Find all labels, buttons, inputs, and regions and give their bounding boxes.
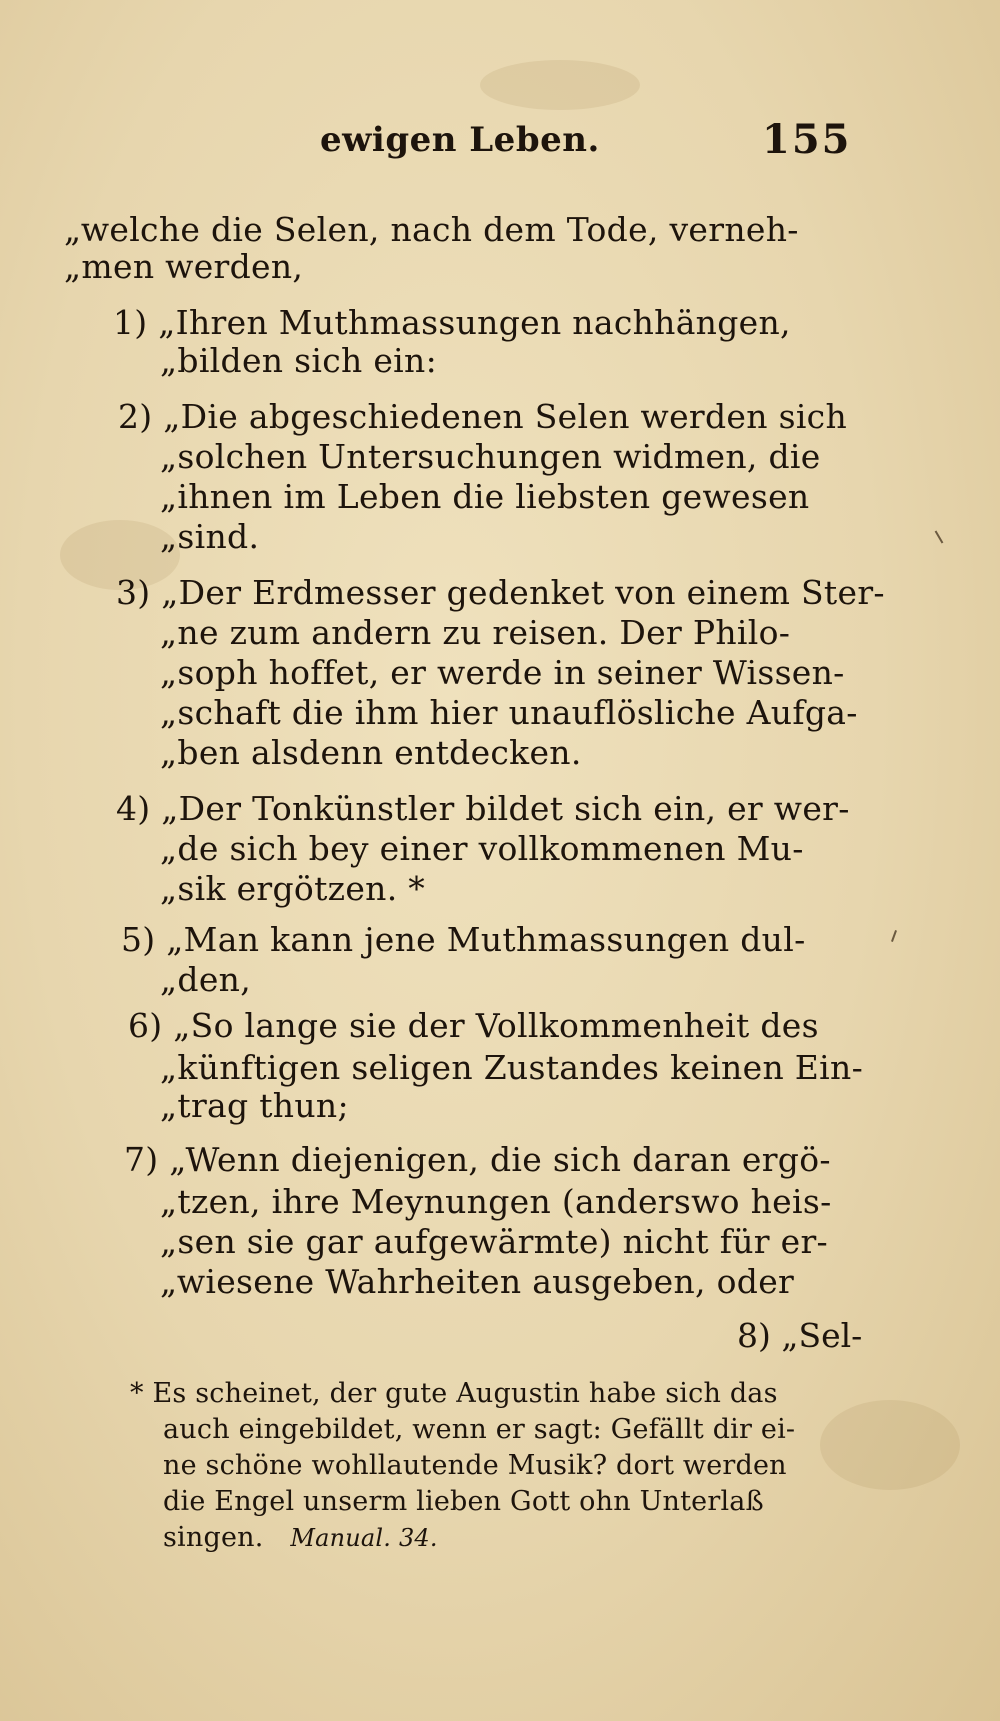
text-line: „wiesene Wahrheiten ausgeben, oder xyxy=(160,1262,795,1301)
footnote-line: ne schöne wohllautende Musik? dort werden xyxy=(163,1450,787,1481)
list-item-1: 1) „Ihren Muthmassungen nachhängen, xyxy=(113,303,791,342)
catchword: 8) „Sel- xyxy=(737,1316,863,1355)
footnote-line: die Engel unserm lieben Gott ohn Unterlaß xyxy=(163,1486,764,1517)
text-line: „künftigen seligen Zustandes keinen Ein- xyxy=(160,1048,864,1087)
text-line: „welche die Selen, nach dem Tode, verneh- xyxy=(64,210,799,249)
list-item-6: 6) „So lange sie der Vollkommenheit des xyxy=(128,1006,819,1045)
footnote-reference: Manual. 34. xyxy=(290,1524,438,1552)
text-line: „ihnen im Leben die liebsten gewesen xyxy=(160,477,810,516)
text-line: „solchen Untersuchungen widmen, die xyxy=(160,437,821,476)
footnote-last-line xyxy=(163,1522,438,1554)
list-item-5: 5) „Man kann jene Muthmassungen dul- xyxy=(121,920,806,959)
footnote-text: singen. xyxy=(163,1522,264,1553)
footnote-line: auch eingebildet, wenn er sagt: Gefällt dir ei- xyxy=(163,1414,796,1445)
text-line: „sen sie gar aufgewärmte) nicht für er- xyxy=(160,1222,828,1261)
text-line: „ben alsdenn entdecken. xyxy=(160,733,582,772)
footnote-line: * Es scheinet, der gute Augustin habe sich das xyxy=(130,1378,778,1409)
list-item-2: 2) „Die abgeschiedenen Selen werden sich xyxy=(118,397,848,436)
paper-stain xyxy=(820,1400,960,1490)
text-line: „ne zum andern zu reisen. Der Philo- xyxy=(160,613,791,652)
text-line: „sind. xyxy=(160,517,260,556)
text-line: „trag thun; xyxy=(160,1086,349,1125)
running-head: ewigen Leben. xyxy=(320,120,600,160)
text-line: „sik ergötzen. * xyxy=(160,869,426,908)
list-item-3: 3) „Der Erdmesser gedenket von einem Ster- xyxy=(116,573,885,612)
margin-mark xyxy=(891,930,897,942)
text-line: „schaft die ihm hier unauflösliche Aufga- xyxy=(160,693,858,732)
margin-mark xyxy=(935,530,944,543)
text-line: „de sich bey einer vollkommenen Mu- xyxy=(160,829,804,868)
list-item-7: 7) „Wenn diejenigen, die sich daran ergö- xyxy=(124,1140,831,1179)
text-line: „bilden sich ein: xyxy=(160,341,437,380)
text-line: „tzen, ihre Meynungen (anderswo heis- xyxy=(160,1182,832,1221)
paper-stain xyxy=(480,60,640,110)
page-number: 155 xyxy=(762,116,852,163)
text-line: „den, xyxy=(160,960,251,999)
list-item-4: 4) „Der Tonkünstler bildet sich ein, er wer- xyxy=(116,789,850,828)
page-header xyxy=(0,112,1000,172)
text-line: „soph hoffet, er werde in seiner Wissen- xyxy=(160,653,845,692)
text-line: „men werden, xyxy=(64,247,304,286)
